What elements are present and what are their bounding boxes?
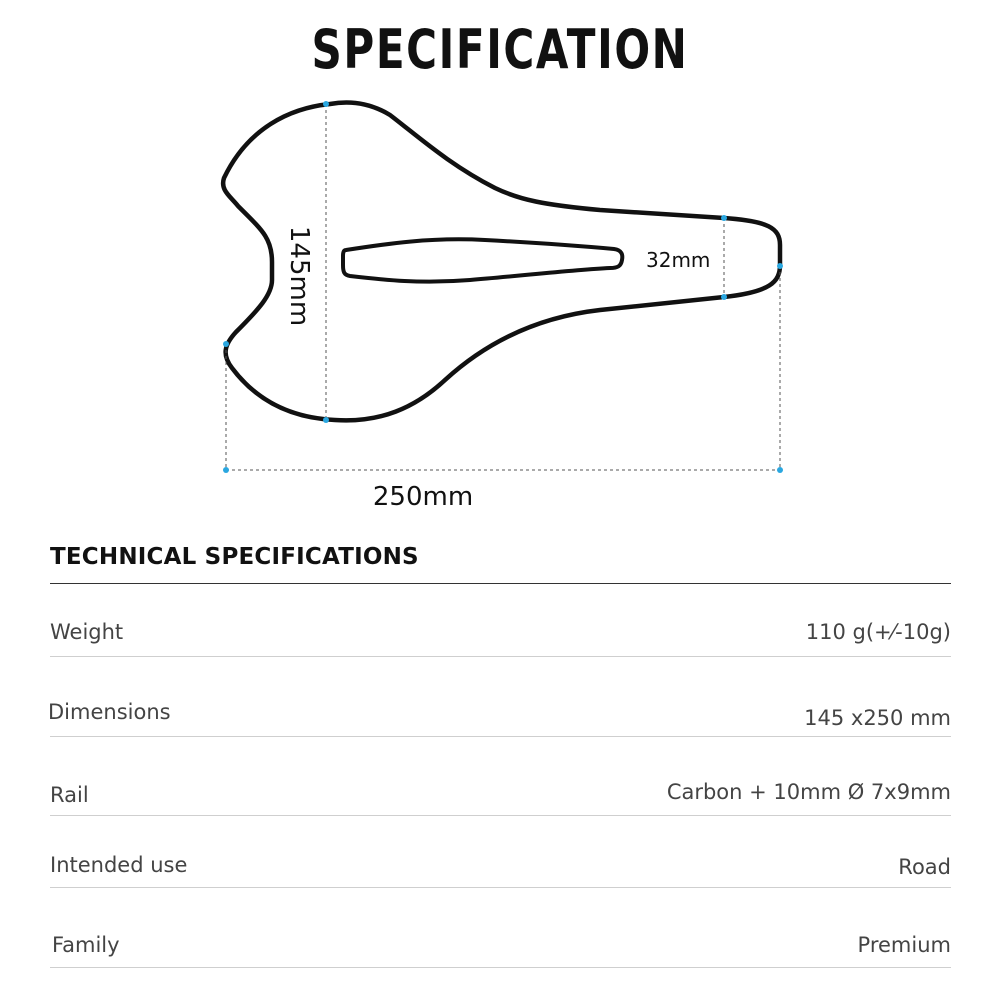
spec-label: Dimensions: [48, 700, 171, 724]
width-dimension-label: 250mm: [372, 482, 474, 512]
marker-dot: [721, 294, 727, 300]
heading-divider: [50, 583, 951, 584]
marker-dot: [323, 417, 329, 423]
spec-label: Weight: [50, 620, 124, 644]
spec-row-rail: [50, 736, 951, 816]
marker-dot: [223, 341, 229, 347]
spec-label: Family: [52, 933, 120, 957]
marker-dot: [323, 101, 329, 107]
marker-dot: [777, 467, 783, 473]
nose-dimension-label: 32mm: [646, 248, 711, 272]
spec-value: Premium: [857, 933, 951, 957]
height-dimension-label: 145mm: [284, 225, 314, 327]
marker-dot: [777, 263, 783, 269]
spec-value: 145 x250 mm: [804, 706, 951, 730]
spec-row-dimensions: [50, 656, 951, 737]
spec-label: Rail: [50, 783, 89, 807]
page-title: SPECIFICATION: [311, 18, 689, 81]
spec-value: Road: [898, 855, 951, 879]
spec-row-family: [50, 887, 951, 968]
spec-row-weight: [50, 600, 951, 657]
marker-dot: [721, 215, 727, 221]
spec-value: 110 g(+⁄-10g): [805, 620, 951, 644]
saddle-cutout: [343, 239, 622, 281]
specs-heading: TECHNICAL SPECIFICATIONS: [50, 544, 419, 570]
spec-row-intended-use: [50, 815, 951, 888]
spec-value: Carbon + 10mm Ø 7x9mm: [666, 780, 951, 804]
marker-dot: [223, 467, 229, 473]
spec-label: Intended use: [50, 853, 188, 877]
